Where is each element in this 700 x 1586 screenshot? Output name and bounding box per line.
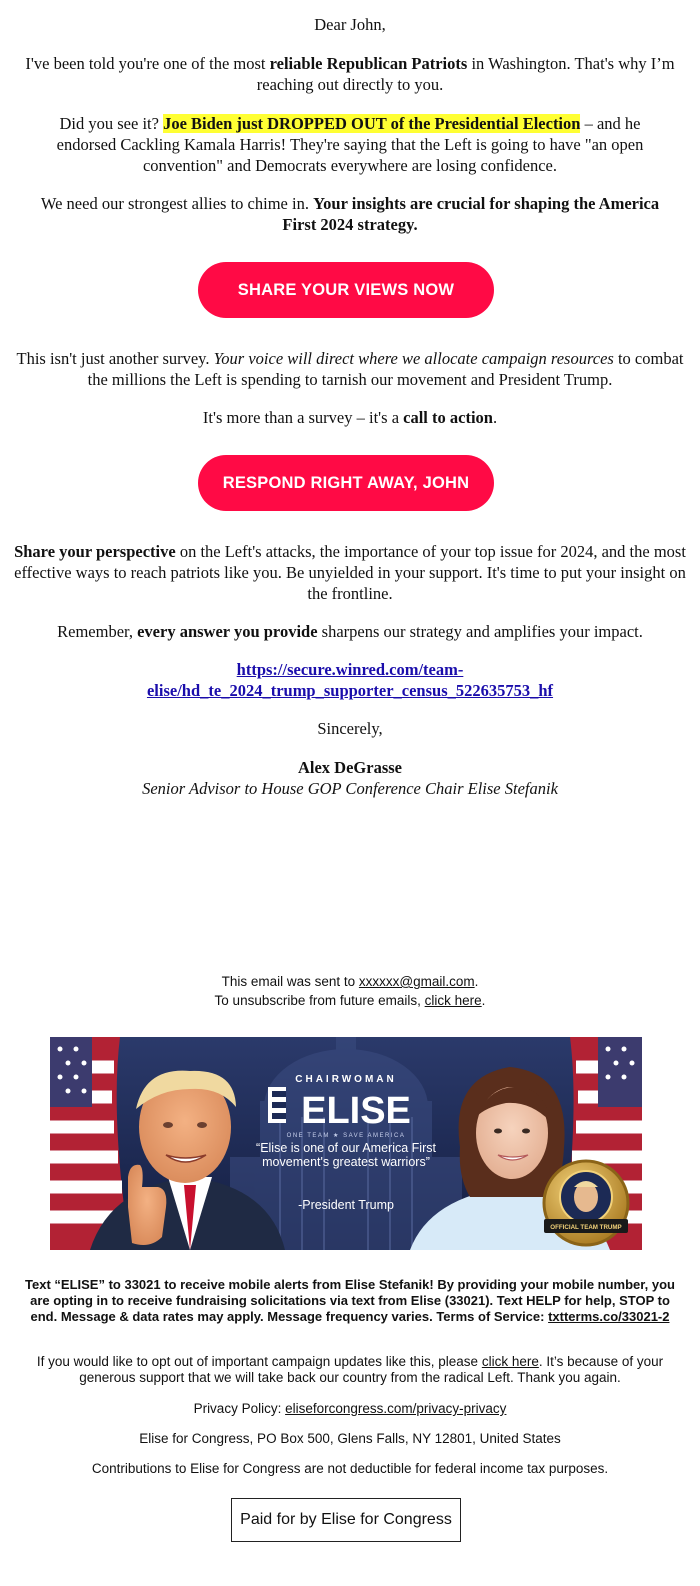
optout-link[interactable]: click here	[481, 1354, 539, 1369]
paragraph-perspective: Share your perspective on the Left's attacks, the importance of your top issue for 2024, and the most effective ways to reach patriots like you. Be unyielded in your support. It's time to put your insight on the frontline.	[14, 542, 686, 603]
paid-for-by-box	[231, 1498, 461, 1542]
privacy-policy: Privacy Policy: eliseforcongress.com/privacy-privacy	[193, 1401, 507, 1416]
survey-link-text[interactable]: https://secure.winred.com/team- elise/hd_te_2024_trump_supporter_census_522635753_hf	[146, 660, 554, 700]
survey-link[interactable]	[0, 659, 700, 701]
seal-text: OFFICIAL TEAM TRUMP	[550, 1224, 622, 1231]
unsubscribe-link[interactable]: click here	[424, 993, 482, 1008]
highlighted-headline: Joe Biden just DROPPED OUT of the Presidential Election	[163, 114, 581, 133]
paragraph-news: Did you see it? Joe Biden just DROPPED OUT of the Presidential Election – and he endorsed Cackling Kamala Harris! They're saying that the Left is going to have "an open convention" and Democrats everywhere are losing confidence.	[56, 114, 644, 175]
paragraph-allies: We need our strongest allies to chime in. Your insights are crucial for shaping the America First 2024 strategy.	[40, 194, 660, 234]
share-views-button[interactable]: SHARE YOUR VIEWS NOW	[198, 262, 494, 318]
privacy-policy-link[interactable]: eliseforcongress.com/privacy-privacy	[285, 1401, 507, 1416]
signer-name: Alex DeGrasse	[297, 758, 402, 777]
paid-for-by-text: Paid for by Elise for Congress	[240, 1511, 452, 1528]
mailing-address: Elise for Congress, PO Box 500, Glens Falls, NY 12801, United States	[139, 1431, 561, 1446]
official-seal	[544, 1161, 628, 1245]
sms-terms-link[interactable]: txtterms.co/33021-2	[548, 1309, 670, 1324]
recipient-email-link[interactable]: xxxxxx@gmail.com	[358, 974, 475, 989]
campaign-banner	[50, 1037, 642, 1250]
paragraph-remember: Remember, every answer you provide sharpens our strategy and amplifies your impact.	[57, 622, 643, 641]
banner-quote: “Elise is one of our America First movement's greatest warriors”	[256, 1141, 436, 1169]
banner-art	[50, 1037, 642, 1250]
respond-button[interactable]: RESPOND RIGHT AWAY, JOHN	[198, 455, 494, 511]
sent-to-notice: This email was sent to xxxxxx@gmail.com. To unsubscribe from future emails, click here.	[214, 974, 486, 1008]
signoff: Sincerely,	[317, 719, 383, 738]
banner-tagline: ONE TEAM ★ SAVE AMERICA	[286, 1133, 406, 1139]
signature	[0, 757, 700, 799]
paragraph-intro: I've been told you're one of the most reliable Republican Patriots in Washington. That's why I’m reaching out directly to you.	[25, 54, 675, 94]
contribution-disclaimer: Contributions to Elise for Congress are not deductible for federal income tax purposes.	[91, 1461, 609, 1476]
paragraph-call-to-action: It's more than a survey – it's a call to action.	[202, 408, 498, 427]
sms-disclosure: Text “ELISE” to 33021 to receive mobile alerts from Elise Stefanik! By providing your mobile number, you are opting in to receive fundraising solicitations via text from Elise (33021). Text HELP for help, STOP to end. Message & data rates may apply. Message frequency varies. Terms of Service: txtterms.co/33021-2	[25, 1277, 675, 1324]
banner-kicker: CHAIRWOMAN	[295, 1074, 397, 1085]
banner-attribution: -President Trump	[298, 1198, 394, 1212]
paragraph-survey: This isn't just another survey. Your voice will direct where we allocate campaign resources to combat the millions the Left is spending to tarnish our movement and President Trump.	[16, 349, 684, 389]
signer-title: Senior Advisor to House GOP Conference Chair Elise Stefanik	[142, 779, 558, 798]
optout-notice: If you would like to opt out of important campaign updates like this, please click here. It’s because of your generous support that we will take back our country from the radical Left. Thank you again.	[36, 1354, 664, 1385]
banner-logo: ELISE	[301, 1090, 411, 1132]
greeting: Dear John,	[314, 15, 386, 34]
